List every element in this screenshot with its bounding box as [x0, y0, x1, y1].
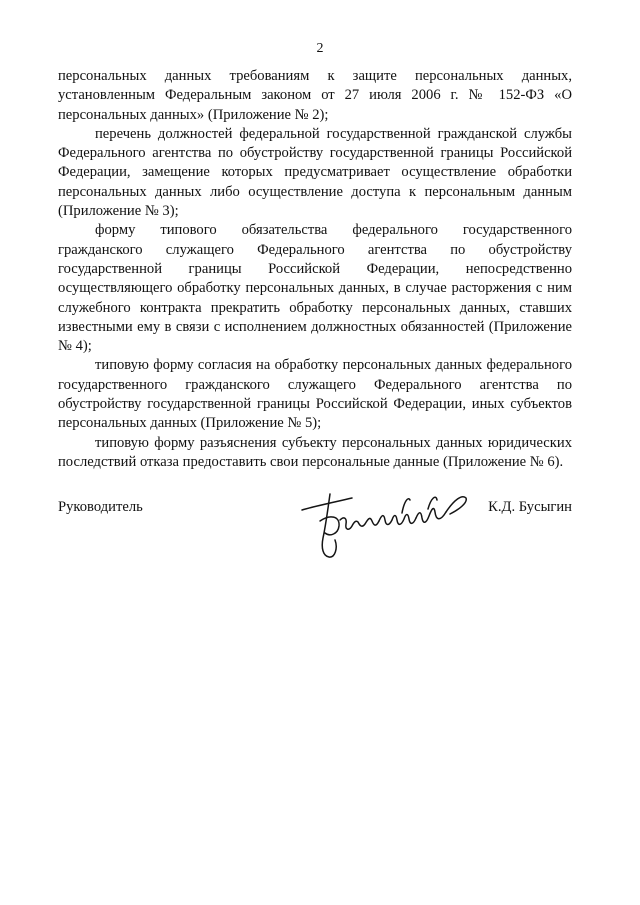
signature-block [58, 476, 572, 566]
paragraph-appendix-5: типовую форму согласия на обработку персональных данных федерального государственного гражданского служащего Федерального агентства по обустройству государственной границы Российской Федерации, иных субъектов персональных данных (Приложение № 5); [58, 357, 572, 432]
signatory-role: Руководитель [58, 499, 143, 515]
paragraph-appendix-3: перечень должностей федеральной государственной гражданской службы Федерального агентства по обустройству государственной границы Российской Федерации, замещение которых предусматривает осуществление обработки персональных данных либо осуществление доступа к персональным данным (Приложение № 3); [58, 125, 572, 220]
page-number: 2 [316, 41, 324, 56]
handwritten-signature [290, 476, 472, 566]
paragraph-appendix-4: форму типового обязательства федерального государственного гражданского служащего Федерального агентства по обустройству государственной границы Российской Федерации, непосредственно осуществляющего обработку персональных данных, в случае расторжения с ним служебного контракта прекратить обработку персональных данных, ставших известными ему в связи с исполнением должностных обязанностей (Приложение № 4); [58, 222, 572, 355]
paragraph-continuation: персональных данных требованиям к защите персональных данных, установленным Федеральным законом от 27 июля 2006 г. № 152-ФЗ «О персональных данных» (Приложение № 2); [58, 68, 572, 123]
document-body [58, 67, 572, 472]
signatory-name: К.Д. Бусыгин [488, 499, 572, 515]
paragraph-appendix-6: типовую форму разъяснения субъекту персональных данных юридических последствий отказа предоставить свои персональные данные (Приложение № 6). [58, 434, 572, 470]
